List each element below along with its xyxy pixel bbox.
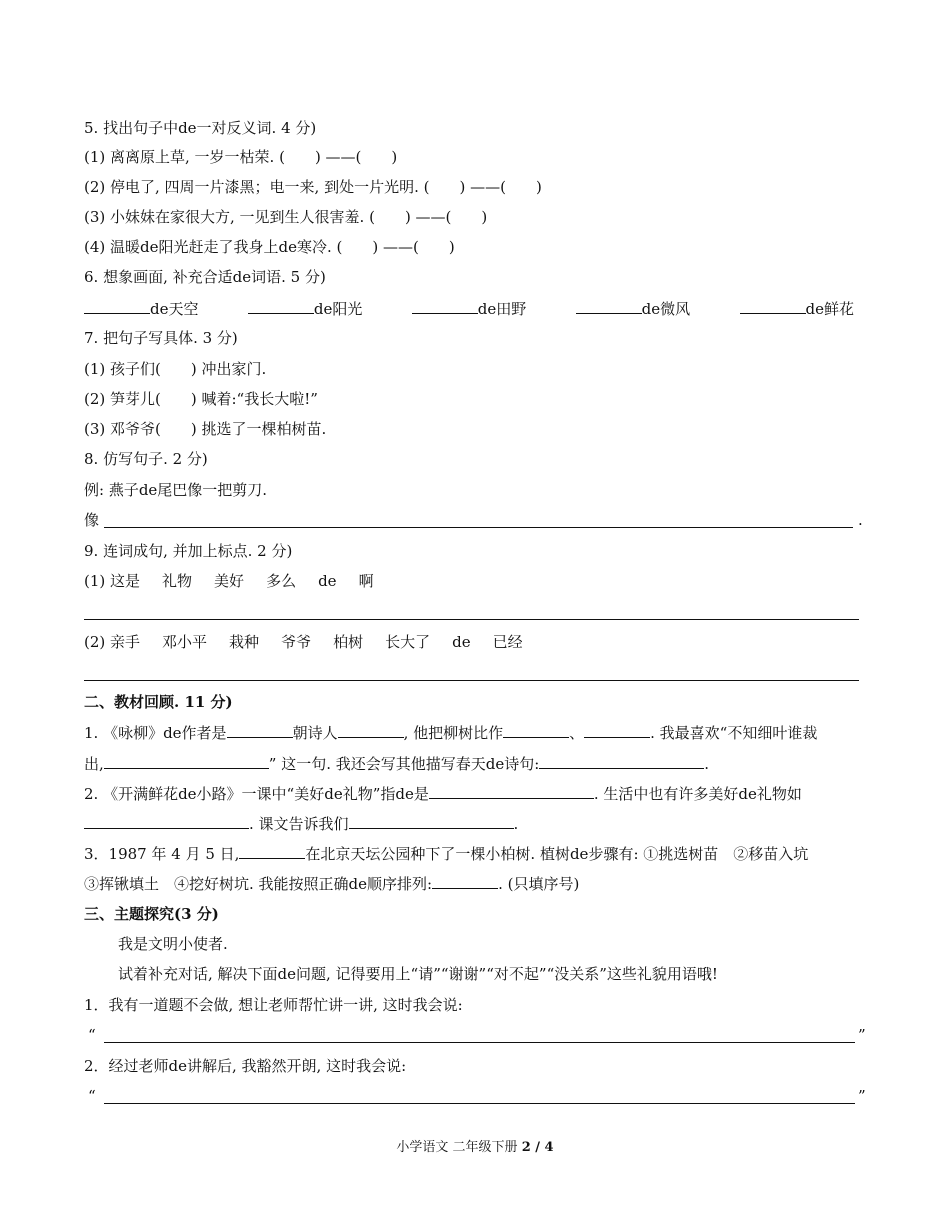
open-quote: “ bbox=[88, 1087, 96, 1105]
q9-item-2-label: (2) 亲手 bbox=[84, 633, 141, 651]
blank[interactable] bbox=[349, 813, 514, 829]
text: . 生活中也有许多美好de礼物如 bbox=[593, 785, 802, 803]
text: 出, bbox=[84, 755, 104, 773]
sec3-q1-answer-line[interactable] bbox=[104, 1042, 855, 1043]
page-footer bbox=[0, 1140, 950, 1156]
word: 爷爷 bbox=[281, 633, 312, 651]
word: 礼物 bbox=[162, 572, 193, 590]
blank[interactable] bbox=[104, 753, 269, 769]
text: . 课文告诉我们 bbox=[249, 815, 349, 833]
text: 1. 《咏柳》de作者是 bbox=[84, 724, 227, 742]
blank[interactable] bbox=[429, 783, 594, 799]
open-quote: “ bbox=[88, 1026, 96, 1044]
word: de bbox=[318, 572, 337, 590]
text: 在北京天坛公园种下了一棵小柏树. 植树de步骤有: ①挑选树苗 ②移苗入坑 bbox=[305, 845, 809, 863]
q6-suffix: de天空 bbox=[150, 300, 199, 318]
section-3-title: 三、主题探究(3 分) bbox=[84, 905, 219, 923]
q7-item-1: (1) 孩子们( ) 冲出家门. bbox=[84, 360, 267, 378]
section-2-title: 二、教材回顾. 11 分) bbox=[84, 693, 233, 711]
q7-item-3: (3) 邓爷爷( ) 挑选了一棵柏树苗. bbox=[84, 420, 327, 438]
word: 多么 bbox=[266, 572, 297, 590]
q9-item-1 bbox=[84, 571, 396, 591]
sec2-p3-line1 bbox=[84, 843, 808, 864]
q9-item-1-label: (1) 这是 bbox=[84, 572, 141, 590]
blank[interactable] bbox=[432, 873, 498, 889]
q6-suffix: de微风 bbox=[641, 300, 691, 318]
text: . (只填序号) bbox=[498, 875, 580, 893]
sec3-intro-1: 我是文明小使者. bbox=[118, 935, 228, 953]
text: , 他把柳树比作 bbox=[403, 724, 504, 742]
blank[interactable] bbox=[227, 722, 293, 738]
text: 朝诗人 bbox=[292, 724, 338, 742]
blank[interactable] bbox=[239, 843, 305, 859]
word: 已经 bbox=[492, 633, 523, 651]
blank[interactable] bbox=[539, 753, 704, 769]
word: 美好 bbox=[214, 572, 245, 590]
blank[interactable] bbox=[338, 722, 404, 738]
q9-answer-line-1[interactable] bbox=[84, 619, 859, 620]
sec3-intro-2: 试着补充对话, 解决下面de问题, 记得要用上“请”“谢谢”“对不起”“没关系”这些礼貌用语哦! bbox=[118, 965, 718, 983]
q9-answer-line-2[interactable] bbox=[84, 680, 859, 681]
close-quote: ” bbox=[858, 1087, 866, 1105]
q6-suffix: de阳光 bbox=[313, 300, 363, 318]
q6-fill-1[interactable] bbox=[84, 298, 198, 319]
blank[interactable] bbox=[584, 722, 650, 738]
sec2-p3-line2 bbox=[84, 873, 579, 894]
sec3-q2: 2．经过老师de讲解后, 我豁然开朗, 这时我会说: bbox=[84, 1057, 407, 1075]
q5-item-3: (3) 小妹妹在家很大方, 一见到生人很害羞. ( ) ——( ) bbox=[84, 208, 488, 226]
word: 柏树 bbox=[333, 633, 364, 651]
q7-item-2: (2) 笋芽儿( ) 喊着:“我长大啦!” bbox=[84, 390, 318, 408]
q8-example: 例: 燕子de尾巴像一把剪刀. bbox=[84, 481, 268, 499]
q5-item-4: (4) 温暖de阳光赶走了我身上de寒冷. ( ) ——( ) bbox=[84, 238, 455, 256]
word: 啊 bbox=[358, 572, 374, 590]
q9-item-2 bbox=[84, 632, 545, 652]
q6-fill-5[interactable] bbox=[740, 298, 854, 319]
q6-fill-row bbox=[84, 298, 854, 319]
word: 长大了 bbox=[385, 633, 431, 651]
text: ③挥锹填土 ④挖好树坑. 我能按照正确de顺序排列: bbox=[84, 875, 433, 893]
word: 栽种 bbox=[229, 633, 260, 651]
sec2-p1-line2 bbox=[84, 753, 709, 774]
q6-fill-3[interactable] bbox=[412, 298, 526, 319]
q6-fill-2[interactable] bbox=[248, 298, 362, 319]
q5-item-1: (1) 离离原上草, 一岁一枯荣. ( ) ——( ) bbox=[84, 148, 398, 166]
text: . bbox=[513, 815, 519, 833]
blank[interactable] bbox=[503, 722, 569, 738]
q8-title: 8. 仿写句子. 2 分) bbox=[84, 450, 208, 468]
q6-fill-4[interactable] bbox=[576, 298, 690, 319]
q8-answer-suffix: . bbox=[858, 511, 863, 529]
q9-title: 9. 连词成句, 并加上标点. 2 分) bbox=[84, 542, 293, 560]
q6-suffix: de鲜花 bbox=[805, 300, 854, 318]
q6-title: 6. 想象画面, 补充合适de词语. 5 分) bbox=[84, 268, 326, 286]
sec2-p1-line1 bbox=[84, 722, 817, 743]
q8-answer-line[interactable] bbox=[104, 527, 853, 528]
text: . 我最喜欢“不知细叶谁裁 bbox=[650, 724, 818, 742]
q5-title: 5. 找出句子中de一对反义词. 4 分) bbox=[84, 119, 317, 137]
q6-suffix: de田野 bbox=[477, 300, 527, 318]
text: . bbox=[704, 755, 710, 773]
word: de bbox=[452, 633, 471, 651]
page-number: 2 / 4 bbox=[521, 1140, 554, 1155]
q7-title: 7. 把句子写具体. 3 分) bbox=[84, 329, 238, 347]
sec3-q2-answer-line[interactable] bbox=[104, 1103, 855, 1104]
q8-answer-prefix: 像 bbox=[84, 511, 100, 529]
text: 2. 《开满鲜花de小路》一课中“美好de礼物”指de是 bbox=[84, 785, 429, 803]
text: ” 这一句. 我还会写其他描写春天de诗句: bbox=[268, 755, 540, 773]
close-quote: ” bbox=[858, 1026, 866, 1044]
word: 邓小平 bbox=[162, 633, 208, 651]
text: 、 bbox=[569, 724, 585, 742]
sec2-p2-line2 bbox=[84, 813, 518, 834]
sec2-p2-line1 bbox=[84, 783, 802, 804]
blank[interactable] bbox=[84, 813, 249, 829]
sec3-q1: 1．我有一道题不会做, 想让老师帮忙讲一讲, 这时我会说: bbox=[84, 996, 463, 1014]
q5-item-2: (2) 停电了, 四周一片漆黑；电一来, 到处一片光明. ( ) ——( ) bbox=[84, 178, 542, 196]
text: 3．1987 年 4 月 5 日, bbox=[84, 845, 240, 863]
footer-text: 小学语文 二年级下册 bbox=[396, 1140, 522, 1155]
